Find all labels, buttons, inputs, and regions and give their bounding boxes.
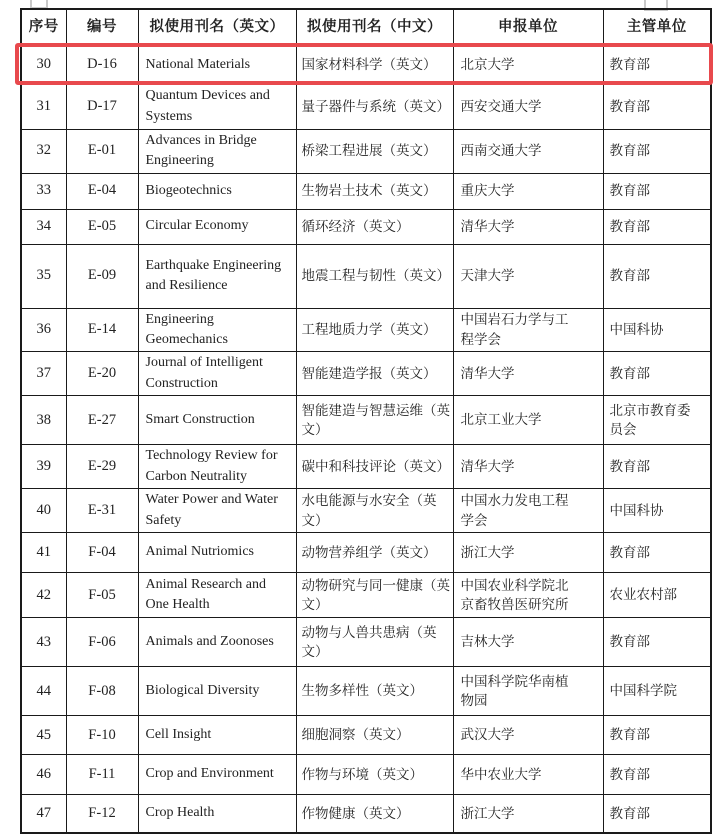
- cell-applicant-unit: 西南交通大学: [453, 129, 603, 173]
- cell-code: D-17: [66, 84, 138, 129]
- cell-chinese-title: 动物研究与同一健康（英文）: [296, 573, 453, 618]
- cell-chinese-title: 碳中和科技评论（英文）: [296, 445, 453, 489]
- cell-supervisor-unit: 中国科学院: [603, 667, 711, 716]
- cell-serial-number: 32: [21, 129, 66, 173]
- header-no: 序号: [21, 9, 66, 46]
- cell-english-title: Circular Economy: [138, 209, 296, 244]
- cell-code: E-27: [66, 396, 138, 445]
- cell-supervisor-unit: 教育部: [603, 244, 711, 308]
- header-row: [21, 9, 711, 46]
- cell-applicant-unit: 清华大学: [453, 209, 603, 244]
- cell-english-title: Cell Insight: [138, 716, 296, 755]
- cell-supervisor-unit: 农业农村部: [603, 573, 711, 618]
- cell-serial-number: 40: [21, 489, 66, 533]
- table-header: [21, 9, 711, 46]
- cell-serial-number: 34: [21, 209, 66, 244]
- cell-serial-number: 44: [21, 667, 66, 716]
- cell-english-title: Technology Review for Carbon Neutrality: [138, 445, 296, 489]
- cell-english-title: Quantum Devices and Systems: [138, 84, 296, 129]
- header-code: 编号: [66, 9, 138, 46]
- cell-code: F-04: [66, 533, 138, 573]
- cell-english-title: National Materials: [138, 46, 296, 84]
- cell-serial-number: 35: [21, 244, 66, 308]
- cell-chinese-title: 生物岩土技术（英文）: [296, 173, 453, 209]
- table-row: [21, 667, 711, 716]
- cell-applicant-unit: 中国岩石力学与工程学会: [453, 308, 603, 352]
- cell-english-title: Animal Research and One Health: [138, 573, 296, 618]
- cell-supervisor-unit: 教育部: [603, 46, 711, 84]
- cell-chinese-title: 动物与人兽共患病（英文）: [296, 618, 453, 667]
- cell-code: E-14: [66, 308, 138, 352]
- table-body: [21, 46, 711, 833]
- cell-serial-number: 33: [21, 173, 66, 209]
- cell-code: F-11: [66, 755, 138, 795]
- journal-approval-table: [20, 8, 712, 834]
- table-row: [21, 396, 711, 445]
- cell-chinese-title: 循环经济（英文）: [296, 209, 453, 244]
- cell-code: F-06: [66, 618, 138, 667]
- cell-applicant-unit: 中国农业科学院北京畜牧兽医研究所: [453, 573, 603, 618]
- table-row: [21, 716, 711, 755]
- cell-chinese-title: 地震工程与韧性（英文）: [296, 244, 453, 308]
- cell-english-title: Journal of Intelligent Construction: [138, 352, 296, 396]
- cell-supervisor-unit: 教育部: [603, 618, 711, 667]
- cell-supervisor-unit: 教育部: [603, 84, 711, 129]
- cell-code: E-31: [66, 489, 138, 533]
- table-row: [21, 129, 711, 173]
- cell-serial-number: 45: [21, 716, 66, 755]
- cell-chinese-title: 作物健康（英文）: [296, 795, 453, 833]
- cell-supervisor-unit: 中国科协: [603, 308, 711, 352]
- cell-english-title: Biogeotechnics: [138, 173, 296, 209]
- table-row: [21, 46, 711, 84]
- cell-serial-number: 43: [21, 618, 66, 667]
- cell-code: E-09: [66, 244, 138, 308]
- cell-supervisor-unit: 教育部: [603, 209, 711, 244]
- cell-serial-number: 41: [21, 533, 66, 573]
- cell-supervisor-unit: 教育部: [603, 795, 711, 833]
- cell-applicant-unit: 中国水力发电工程学会: [453, 489, 603, 533]
- cell-serial-number: 31: [21, 84, 66, 129]
- cell-supervisor-unit: 教育部: [603, 352, 711, 396]
- cell-chinese-title: 智能建造学报（英文）: [296, 352, 453, 396]
- cell-code: F-12: [66, 795, 138, 833]
- cell-applicant-unit: 清华大学: [453, 445, 603, 489]
- cell-code: E-20: [66, 352, 138, 396]
- cell-english-title: Animals and Zoonoses: [138, 618, 296, 667]
- cell-chinese-title: 动物营养组学（英文）: [296, 533, 453, 573]
- cell-chinese-title: 工程地质力学（英文）: [296, 308, 453, 352]
- cell-applicant-unit: 重庆大学: [453, 173, 603, 209]
- cell-serial-number: 42: [21, 573, 66, 618]
- cell-code: F-10: [66, 716, 138, 755]
- table-row: [21, 352, 711, 396]
- cell-chinese-title: 桥梁工程进展（英文）: [296, 129, 453, 173]
- cell-english-title: Engineering Geomechanics: [138, 308, 296, 352]
- cell-serial-number: 38: [21, 396, 66, 445]
- cell-supervisor-unit: 教育部: [603, 755, 711, 795]
- table-row: [21, 84, 711, 129]
- table-row: [21, 755, 711, 795]
- table-row: [21, 489, 711, 533]
- cell-applicant-unit: 北京工业大学: [453, 396, 603, 445]
- cell-supervisor-unit: 教育部: [603, 445, 711, 489]
- cell-code: E-04: [66, 173, 138, 209]
- cell-chinese-title: 生物多样性（英文）: [296, 667, 453, 716]
- cell-serial-number: 37: [21, 352, 66, 396]
- cell-code: F-08: [66, 667, 138, 716]
- table-row: [21, 533, 711, 573]
- cell-applicant-unit: 华中农业大学: [453, 755, 603, 795]
- cell-serial-number: 46: [21, 755, 66, 795]
- cell-serial-number: 36: [21, 308, 66, 352]
- header-supervisor: 主管单位: [603, 9, 711, 46]
- cell-applicant-unit: 北京大学: [453, 46, 603, 84]
- header-cn-title: 拟使用刊名（中文）: [296, 9, 453, 46]
- cell-english-title: Biological Diversity: [138, 667, 296, 716]
- cell-english-title: Animal Nutriomics: [138, 533, 296, 573]
- table-row: [21, 618, 711, 667]
- cell-chinese-title: 水电能源与水安全（英文）: [296, 489, 453, 533]
- table-row: [21, 573, 711, 618]
- table-row: [21, 308, 711, 352]
- table-row: [21, 209, 711, 244]
- table-row: [21, 244, 711, 308]
- cell-code: F-05: [66, 573, 138, 618]
- cell-english-title: Advances in Bridge Engineering: [138, 129, 296, 173]
- header-applicant: 申报单位: [453, 9, 603, 46]
- cell-code: E-29: [66, 445, 138, 489]
- cell-chinese-title: 智能建造与智慧运维（英文）: [296, 396, 453, 445]
- cell-chinese-title: 作物与环境（英文）: [296, 755, 453, 795]
- cell-english-title: Earthquake Engineering and Resilience: [138, 244, 296, 308]
- cell-applicant-unit: 中国科学院华南植物园: [453, 667, 603, 716]
- cell-applicant-unit: 浙江大学: [453, 795, 603, 833]
- cell-applicant-unit: 西安交通大学: [453, 84, 603, 129]
- cell-serial-number: 47: [21, 795, 66, 833]
- cell-code: D-16: [66, 46, 138, 84]
- cell-supervisor-unit: 教育部: [603, 533, 711, 573]
- cell-supervisor-unit: 北京市教育委员会: [603, 396, 711, 445]
- cell-applicant-unit: 清华大学: [453, 352, 603, 396]
- cell-english-title: Water Power and Water Safety: [138, 489, 296, 533]
- cell-chinese-title: 国家材料科学（英文）: [296, 46, 453, 84]
- table-row: [21, 795, 711, 833]
- cell-english-title: Crop Health: [138, 795, 296, 833]
- cell-serial-number: 39: [21, 445, 66, 489]
- cell-applicant-unit: 浙江大学: [453, 533, 603, 573]
- cell-applicant-unit: 天津大学: [453, 244, 603, 308]
- cell-chinese-title: 量子器件与系统（英文）: [296, 84, 453, 129]
- cell-supervisor-unit: 教育部: [603, 716, 711, 755]
- cell-applicant-unit: 武汉大学: [453, 716, 603, 755]
- cell-supervisor-unit: 教育部: [603, 173, 711, 209]
- cell-english-title: Smart Construction: [138, 396, 296, 445]
- cell-supervisor-unit: 中国科协: [603, 489, 711, 533]
- cell-serial-number: 30: [21, 46, 66, 84]
- cell-supervisor-unit: 教育部: [603, 129, 711, 173]
- cell-applicant-unit: 吉林大学: [453, 618, 603, 667]
- cell-chinese-title: 细胞洞察（英文）: [296, 716, 453, 755]
- cell-english-title: Crop and Environment: [138, 755, 296, 795]
- cell-code: E-05: [66, 209, 138, 244]
- cell-code: E-01: [66, 129, 138, 173]
- table-row: [21, 445, 711, 489]
- table-row: [21, 173, 711, 209]
- header-en-title: 拟使用刊名（英文）: [138, 9, 296, 46]
